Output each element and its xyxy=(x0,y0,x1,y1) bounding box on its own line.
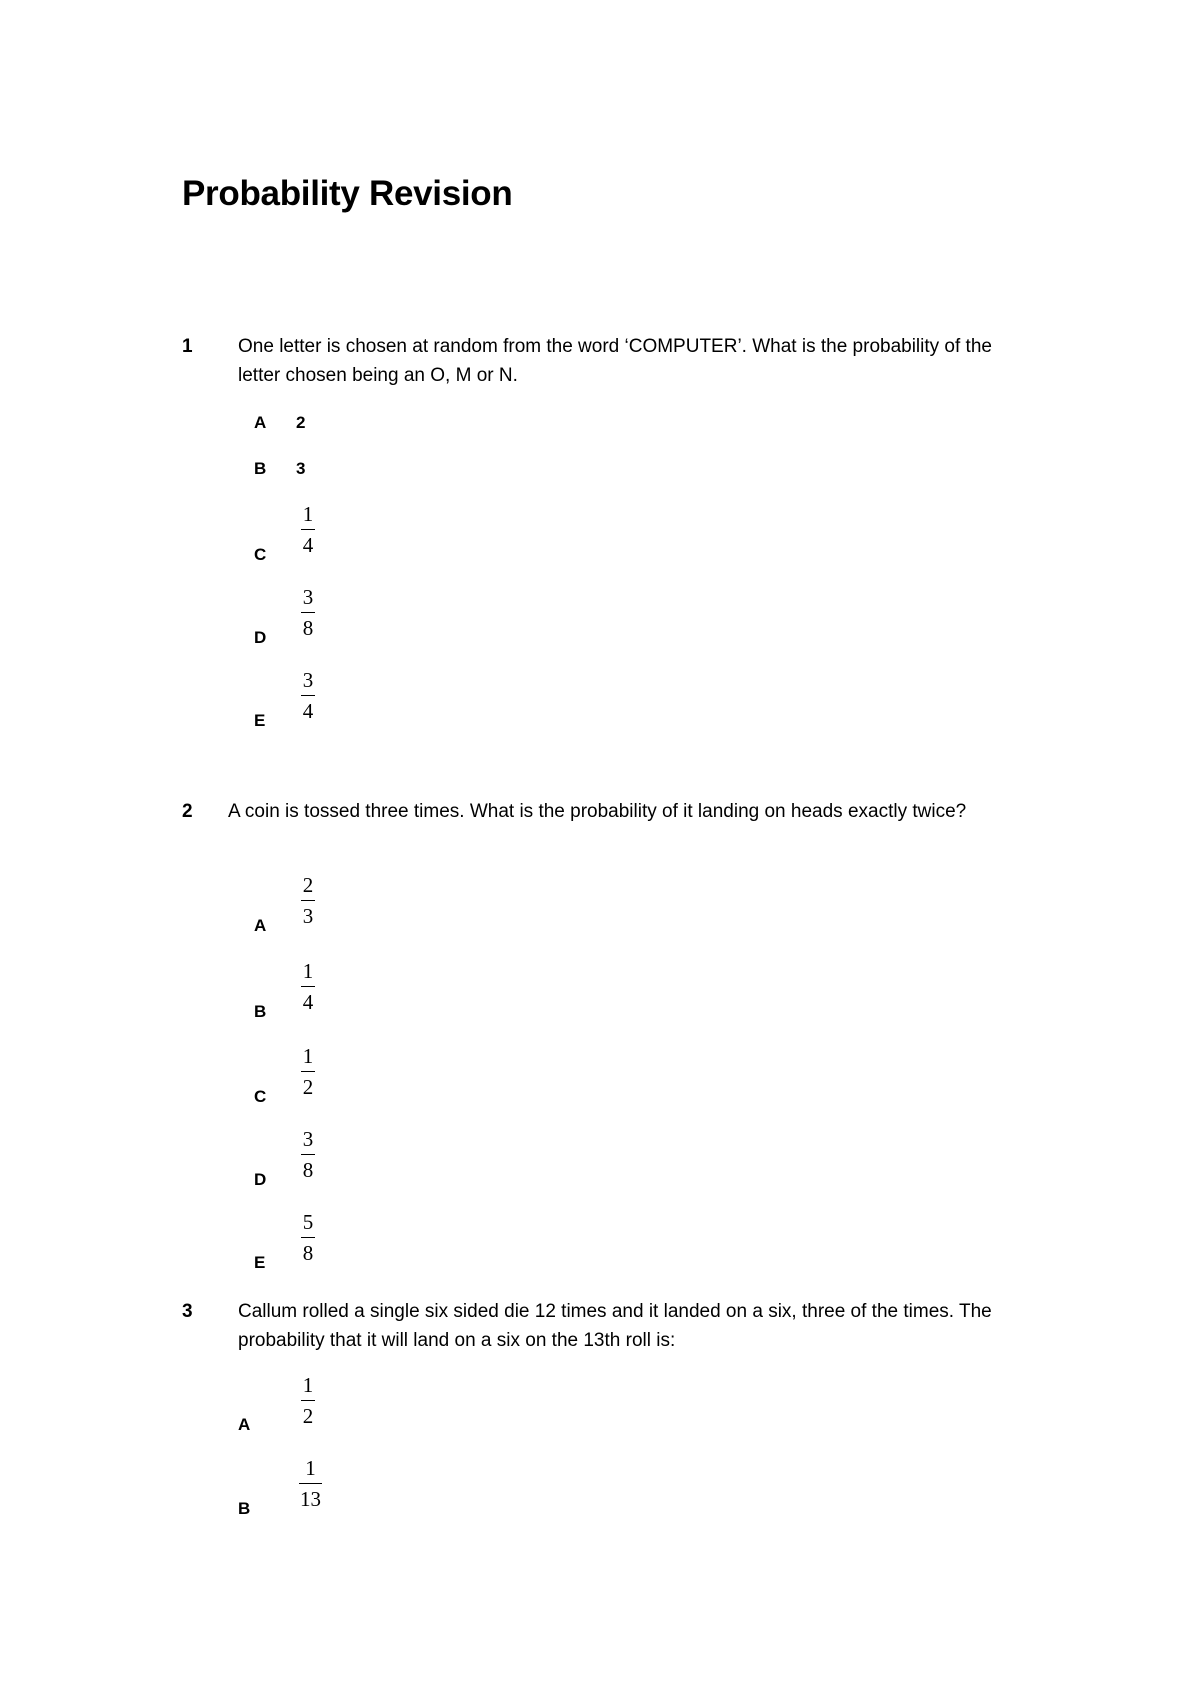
fraction-denominator: 8 xyxy=(302,616,314,640)
fraction-numerator: 1 xyxy=(302,502,314,526)
fraction-numerator: 3 xyxy=(302,668,314,692)
option-value: 3 xyxy=(296,459,306,478)
fraction-denominator: 3 xyxy=(302,904,314,928)
fraction-numerator: 3 xyxy=(302,585,314,609)
fraction-numerator: 2 xyxy=(302,873,314,897)
question-number: 2 xyxy=(182,801,193,822)
option-label: B xyxy=(254,1002,267,1021)
option-label: A xyxy=(254,916,267,935)
fraction-denominator: 8 xyxy=(302,1241,314,1265)
option-label: C xyxy=(254,545,267,564)
fraction-numerator: 1 xyxy=(305,1456,316,1480)
option-label: E xyxy=(254,711,266,730)
option-fraction xyxy=(301,1212,315,1264)
option-fraction xyxy=(301,504,315,556)
question-text: Callum rolled a single six sided die 12 times and it landed on a six, three of the times. The probability that it will land on a six on the 13th roll is: xyxy=(238,1301,992,1351)
question-text: One letter is chosen at random from the word ‘COMPUTER’. What is the probability of the letter chosen being an O, M or N. xyxy=(238,336,992,386)
fraction-denominator: 8 xyxy=(302,1158,314,1182)
option-label: B xyxy=(238,1499,251,1518)
fraction-denominator: 4 xyxy=(302,533,314,557)
option-label: C xyxy=(254,1087,267,1106)
option-label: A xyxy=(238,1415,251,1434)
option-fraction xyxy=(299,1458,322,1510)
fraction-denominator: 4 xyxy=(302,699,314,723)
option-label: B xyxy=(254,459,267,478)
fraction-numerator: 5 xyxy=(302,1210,314,1234)
fraction-denominator: 4 xyxy=(302,990,314,1014)
option-label: A xyxy=(254,413,267,432)
question-number: 1 xyxy=(182,336,193,357)
fraction-numerator: 1 xyxy=(302,1373,314,1397)
option-fraction xyxy=(301,961,315,1013)
option-value: 2 xyxy=(296,413,306,432)
question-number: 3 xyxy=(182,1301,193,1322)
option-fraction xyxy=(301,587,315,639)
fraction-numerator: 1 xyxy=(302,959,314,983)
fraction-denominator: 2 xyxy=(302,1075,314,1099)
option-label: D xyxy=(254,628,267,647)
option-label: E xyxy=(254,1253,266,1272)
question-text: A coin is tossed three times. What is the probability of it landing on heads exactly twice? xyxy=(228,801,967,822)
fraction-denominator: 13 xyxy=(300,1487,321,1511)
fraction-numerator: 3 xyxy=(302,1127,314,1151)
option-fraction xyxy=(301,1046,315,1098)
option-fraction xyxy=(301,670,315,722)
fraction-numerator: 1 xyxy=(302,1044,314,1068)
option-fraction xyxy=(301,875,315,927)
option-fraction xyxy=(301,1375,315,1427)
option-label: D xyxy=(254,1170,267,1189)
page-title: Probability Revision xyxy=(182,174,513,213)
fraction-denominator: 2 xyxy=(302,1404,314,1428)
option-fraction xyxy=(301,1129,315,1181)
